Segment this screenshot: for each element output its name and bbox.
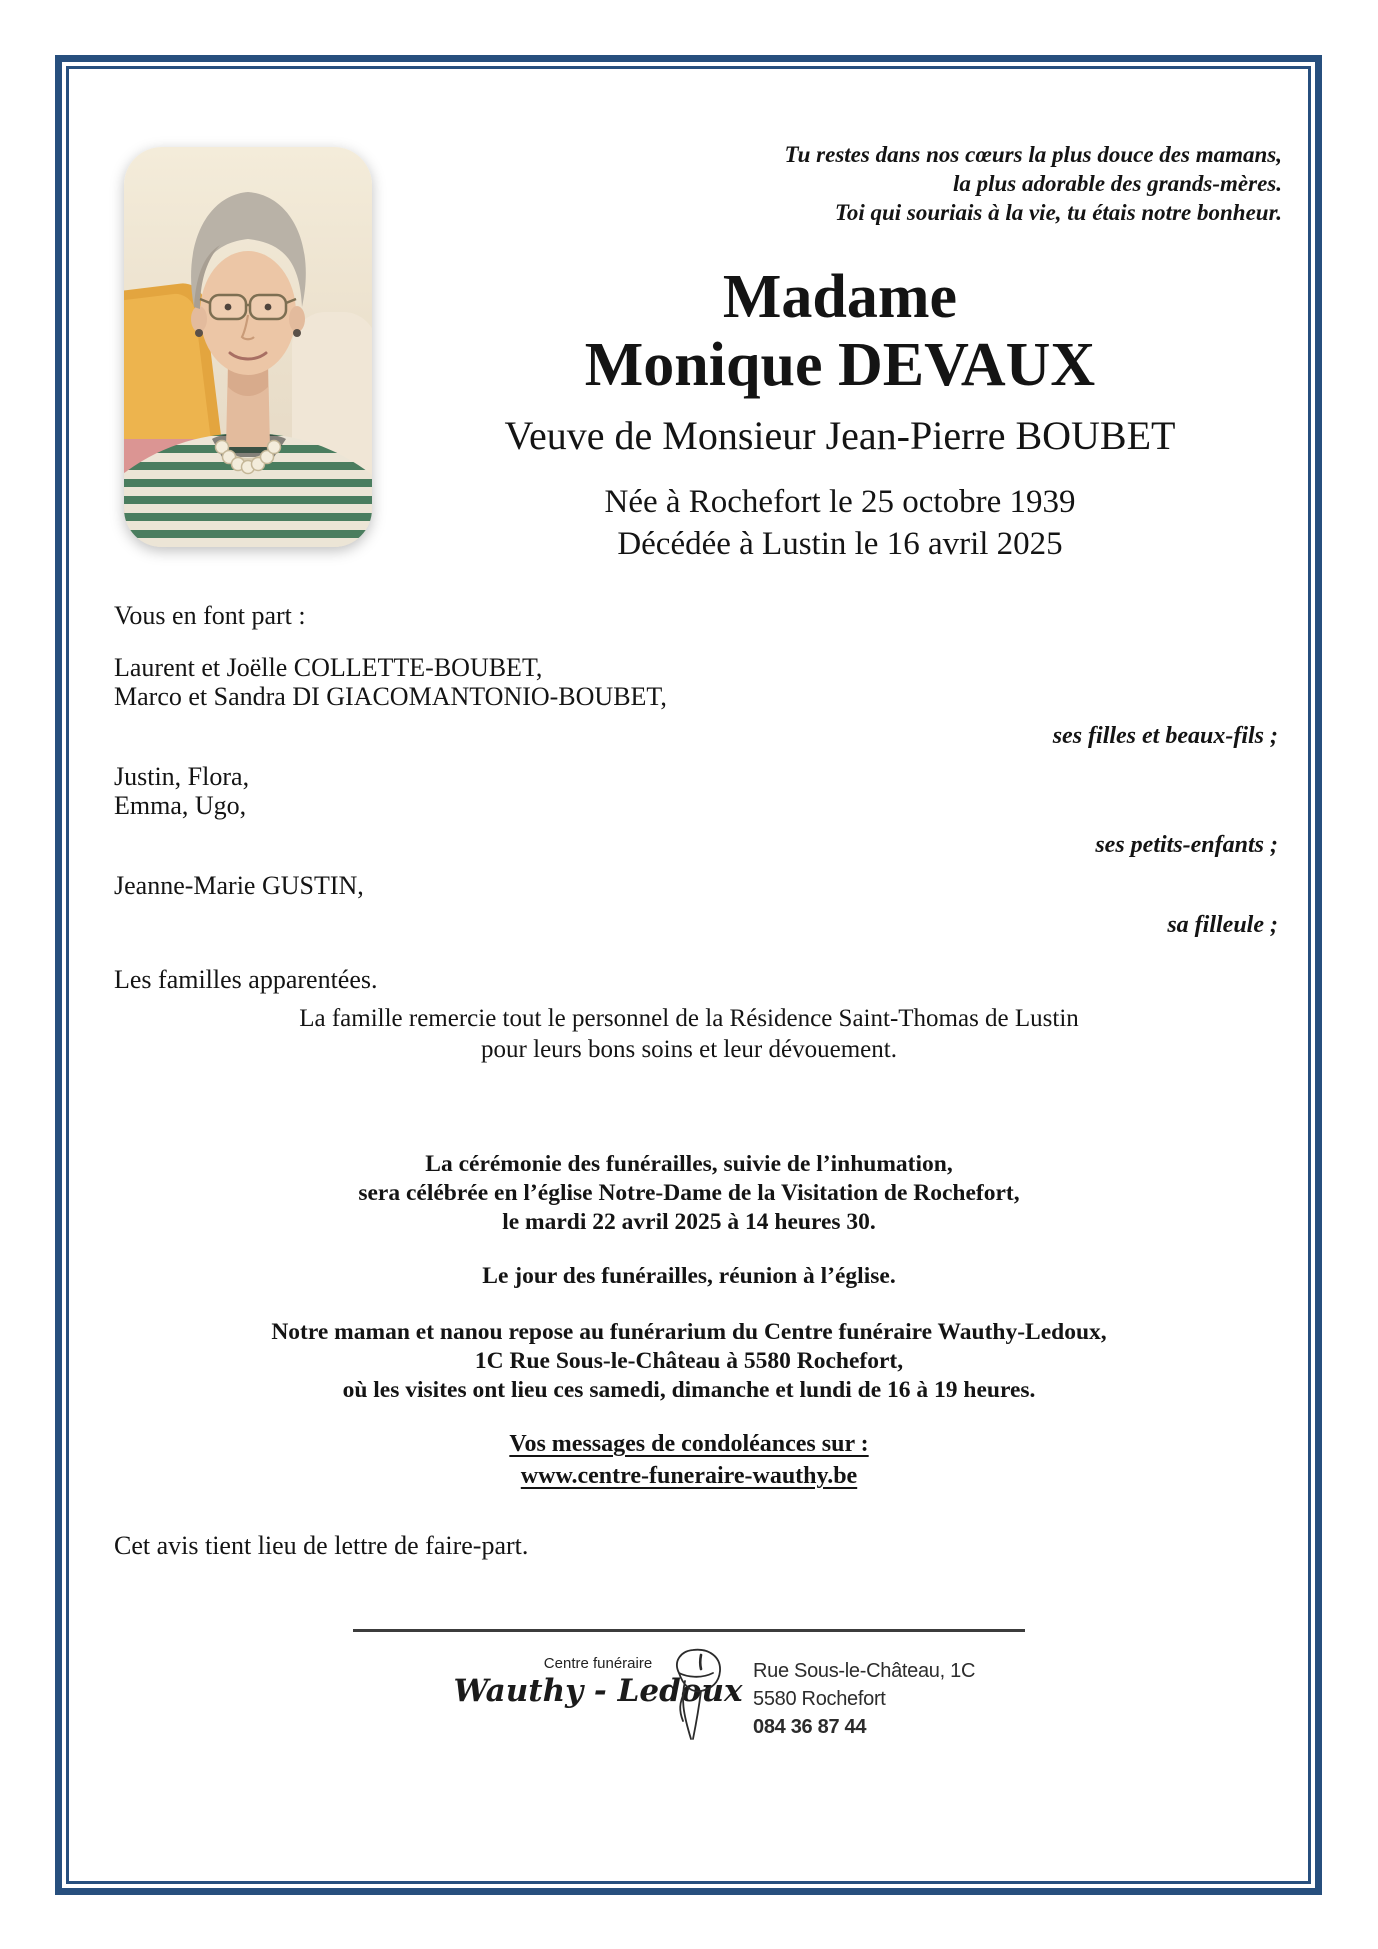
header-block — [372, 140, 1308, 565]
repose-line: où les visites ont lieu ces samedi, dimanche et lundi de 16 à 19 heures. — [342, 1377, 1036, 1403]
thanks-paragraph — [70, 1003, 1308, 1065]
funeral-home-footer — [353, 1629, 1025, 1759]
deceased-name: Monique DEVAUX — [584, 331, 1096, 399]
quote-line: Toi qui souriais à la vie, tu étais notre bonheur. — [834, 200, 1282, 225]
birth-line: Née à Rochefort le 25 octobre 1939 — [604, 484, 1076, 520]
funeral-home-address — [753, 1657, 975, 1741]
meeting-line: Le jour des funérailles, réunion à l’église. — [482, 1263, 896, 1289]
title-prefix: Madame — [722, 263, 958, 331]
thanks-line: La famille remercie tout le personnel de la Résidence Saint-Thomas de Lustin — [299, 1005, 1079, 1032]
family-name: Laurent et Joëlle COLLETTE-BOUBET, — [114, 653, 543, 682]
ceremony-line: le mardi 22 avril 2025 à 14 heures 30. — [502, 1209, 876, 1235]
relation-label: ses filles et beaux-fils ; — [1052, 723, 1278, 749]
calla-lily-icon — [671, 1647, 727, 1748]
death-line: Décédée à Lustin le 16 avril 2025 — [617, 526, 1063, 562]
family-name: Marco et Sandra DI GIACOMANTONIO-BOUBET, — [114, 682, 667, 711]
condolences-label: Vos messages de condoléances sur : — [509, 1431, 869, 1457]
address-line: 5580 Rochefort — [753, 1688, 886, 1710]
relation-label: ses petits-enfants ; — [1095, 832, 1278, 858]
address-line: Rue Sous-le-Château, 1C — [753, 1660, 976, 1682]
family-name: Emma, Ugo, — [114, 791, 247, 820]
portrait-photo-art — [124, 147, 372, 547]
repose-line: Notre maman et nanou repose au funérarium du Centre funéraire Wauthy-Ledoux, — [271, 1319, 1107, 1345]
notice-line: Cet avis tient lieu de lettre de faire-part. — [114, 1531, 529, 1560]
memorial-quote — [372, 140, 1308, 227]
announcement-closing: Les familles apparentées. — [114, 965, 378, 994]
phone-number: 084 36 87 44 — [753, 1716, 867, 1738]
brand-tagline: Centre funéraire — [543, 1655, 653, 1672]
family-name: Jeanne-Marie GUSTIN, — [114, 871, 364, 900]
quote-line: Tu restes dans nos cœurs la plus douce des mamans, — [784, 142, 1282, 167]
portrait-photo — [124, 147, 372, 547]
life-dates — [372, 481, 1308, 565]
relation-label: sa filleule ; — [1167, 912, 1278, 938]
repose-line: 1C Rue Sous-le-Château à 5580 Rochefort, — [474, 1348, 904, 1374]
family-name: Justin, Flora, — [114, 762, 250, 791]
widow-line: Veuve de Monsieur Jean-Pierre BOUBET — [504, 413, 1176, 458]
family-block — [114, 601, 1278, 994]
condolences-block — [70, 1428, 1308, 1492]
condolences-website-link[interactable]: www.centre-funeraire-wauthy.be — [520, 1463, 858, 1489]
quote-line: la plus adorable des grands-mères. — [952, 171, 1282, 196]
thanks-line: pour leurs bons soins et leur dévouement. — [481, 1036, 897, 1063]
repose-paragraph — [70, 1318, 1308, 1405]
ceremony-paragraph — [70, 1150, 1308, 1237]
ceremony-line: La cérémonie des funérailles, suivie de l’inhumation, — [425, 1151, 953, 1177]
ceremony-line: sera célébrée en l’église Notre-Dame de la Visitation de Rochefort, — [358, 1180, 1020, 1206]
announcement-intro: Vous en font part : — [114, 601, 306, 630]
brand-name: Wauthy - Ledoux — [453, 1673, 743, 1709]
footer-divider — [353, 1629, 1025, 1632]
